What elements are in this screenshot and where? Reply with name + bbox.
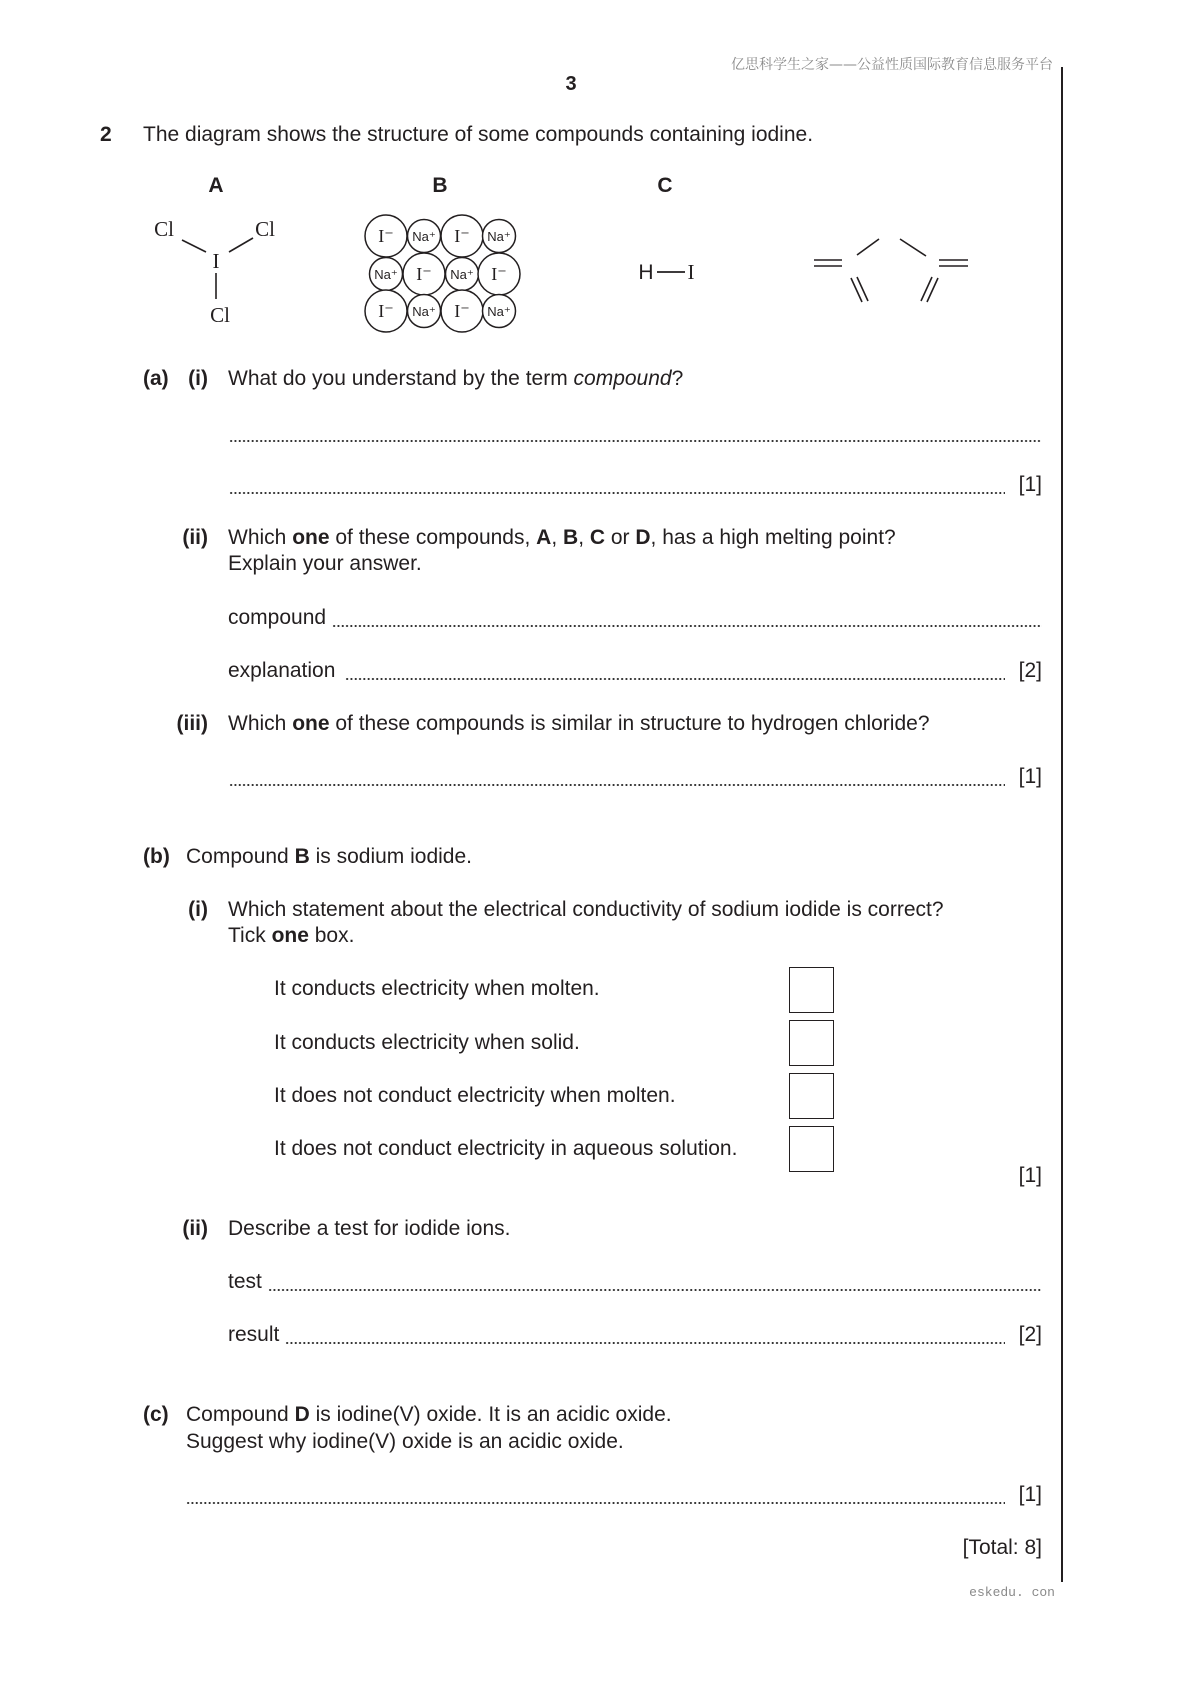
compound-c-diagram [630, 255, 705, 290]
double-bond-lower-left-a [851, 278, 862, 302]
dotted-answer-line[interactable] [186, 1482, 1005, 1508]
part-c-label: (c) [143, 1403, 169, 1426]
mark-allocation: [2] [1018, 659, 1042, 682]
dotted-answer-line[interactable] [229, 472, 1005, 498]
ion-label: I⁻ [416, 264, 432, 284]
option-statement: It conducts electricity when solid. [274, 1031, 580, 1054]
prompt-text: , has a high melting point? [650, 526, 896, 549]
answer-line-result[interactable] [228, 1322, 1042, 1348]
dotted-answer-line[interactable] [229, 764, 1005, 790]
part-a-ii-prompt-line2: Explain your answer. [228, 552, 422, 575]
prompt-text: What do you understand by the term [228, 367, 574, 390]
answer-line-test[interactable] [228, 1269, 1042, 1295]
bond-diagonal-right [900, 239, 926, 256]
ion-label: I⁻ [378, 226, 394, 246]
iodide-ion [365, 290, 407, 332]
question-stem: The diagram shows the structure of some compounds containing iodine. [143, 123, 814, 146]
compound-letter-b: B [563, 526, 579, 549]
prompt-text: Tick [228, 924, 272, 947]
prompt-emphasis: one [292, 526, 330, 549]
header-watermark: 亿思科学生之家——公益性质国际教育信息服务平台 [731, 57, 1053, 73]
answer-field-label: test [228, 1270, 262, 1293]
option-statement: It conducts electricity when molten. [274, 977, 600, 1000]
prompt-emphasis: one [292, 712, 330, 735]
page-number: 3 [565, 73, 577, 95]
compound-b-lattice [360, 210, 530, 340]
prompt-text: box. [308, 924, 355, 947]
mark-allocation: [2] [1018, 1323, 1042, 1346]
dotted-answer-line[interactable] [332, 605, 1042, 631]
compound-d-diagram [805, 230, 980, 310]
ion-label: Na⁺ [487, 304, 511, 319]
compound-letter-d: D [635, 526, 651, 549]
answer-line-explanation[interactable] [228, 658, 1042, 684]
part-b-i-label: (i) [188, 898, 208, 921]
iodide-ion [441, 290, 483, 332]
part-b-ii-prompt: Describe a test for iodide ions. [228, 1217, 511, 1240]
part-a-i-label: (i) [188, 367, 208, 390]
sodium-ion [408, 295, 441, 328]
ion-label: I⁻ [378, 301, 394, 321]
option-statement: It does not conduct electricity when molten. [274, 1084, 676, 1107]
question-total: [Total: 8] [962, 1536, 1042, 1559]
mark-allocation: [1] [1018, 473, 1042, 496]
prompt-text: Compound [186, 1403, 295, 1426]
ion-label: I⁻ [454, 226, 470, 246]
tick-box-option-2[interactable] [789, 1020, 834, 1066]
prompt-text: is iodine(V) oxide. It is an acidic oxide. [309, 1403, 672, 1426]
part-a-iii-prompt [228, 711, 930, 737]
part-b-intro [186, 844, 472, 870]
prompt-term: compound [573, 367, 672, 390]
diagram-label-c: C [657, 174, 673, 197]
part-b-label: (b) [143, 845, 170, 868]
compound-letter-a: A [536, 526, 552, 549]
prompt-text: or [605, 526, 636, 549]
ion-label: Na⁺ [450, 267, 474, 282]
bond-diagonal-left [857, 239, 879, 255]
prompt-text: Compound [186, 845, 295, 868]
tick-box-option-4[interactable] [789, 1126, 834, 1172]
bond-left [182, 240, 206, 252]
diagram-label-a: A [208, 174, 224, 197]
part-c-prompt-line2: Suggest why iodine(V) oxide is an acidic oxide. [186, 1430, 624, 1453]
part-a-i-prompt [228, 366, 683, 392]
diagram-label-b: B [432, 174, 448, 197]
dotted-answer-line[interactable] [229, 420, 1042, 446]
answer-field-label: result [228, 1323, 280, 1346]
answer-line-c[interactable] [186, 1482, 1042, 1508]
prompt-emphasis: one [271, 924, 309, 947]
answer-line-a-i-2[interactable] [229, 472, 1042, 498]
answer-line-a-i-1[interactable] [229, 420, 1042, 446]
prompt-text: of these compounds is similar in structure to hydrogen chloride? [329, 712, 930, 735]
hydrogen-atom: H [638, 261, 654, 284]
compound-letter-b: B [294, 845, 310, 868]
ion-label: I⁻ [454, 301, 470, 321]
compound-a-diagram [140, 205, 290, 335]
prompt-text: of these compounds, [329, 526, 537, 549]
prompt-text: Which [228, 526, 293, 549]
ion-label: I⁻ [491, 264, 507, 284]
ion-label: Na⁺ [412, 229, 436, 244]
chlorine-atom-left: Cl [154, 217, 174, 241]
bond-right [229, 238, 253, 252]
sodium-ion [370, 258, 403, 291]
ion-label: Na⁺ [412, 304, 436, 319]
part-a-label: (a) [143, 367, 169, 390]
chlorine-atom-right: Cl [255, 217, 275, 241]
prompt-text: is sodium iodide. [309, 845, 472, 868]
tick-box-option-1[interactable] [789, 967, 834, 1013]
prompt-text: , [578, 526, 590, 549]
iodine-atom-center: I [212, 249, 220, 273]
question-number: 2 [100, 123, 112, 146]
sodium-ion [483, 295, 516, 328]
compound-letter-d: D [294, 1403, 310, 1426]
chlorine-atom-bottom: Cl [210, 303, 230, 327]
double-bond-lower-right-a [921, 277, 932, 301]
iodide-ion [478, 253, 520, 295]
ion-label: Na⁺ [487, 229, 511, 244]
prompt-text: , [551, 526, 564, 549]
answer-line-a-iii[interactable] [229, 764, 1042, 790]
mark-allocation: [1] [1018, 765, 1042, 788]
answer-field-label: compound [228, 606, 327, 629]
sodium-ion [483, 220, 516, 253]
sodium-ion [446, 258, 479, 291]
part-b-i-instruction [228, 923, 354, 949]
double-bond-lower-right-b [927, 278, 938, 302]
part-b-ii-label: (ii) [182, 1217, 208, 1240]
answer-line-compound[interactable] [228, 605, 1042, 631]
dotted-answer-line[interactable] [268, 1269, 1042, 1295]
answer-field-label: explanation [228, 659, 336, 682]
footer-watermark: eskedu. con [969, 1585, 1055, 1600]
part-a-ii-prompt [228, 525, 896, 551]
iodide-ion [441, 215, 483, 257]
sodium-ion [408, 220, 441, 253]
part-a-iii-label: (iii) [176, 712, 208, 735]
part-c-prompt [186, 1402, 672, 1428]
dotted-answer-line[interactable] [345, 658, 1004, 684]
prompt-text: Which [228, 712, 293, 735]
option-statement: It does not conduct electricity in aqueous solution. [274, 1137, 738, 1160]
ion-label: Na⁺ [374, 267, 398, 282]
iodide-ion [403, 253, 445, 295]
page-margin-rule [1061, 67, 1063, 1582]
iodine-atom: I [687, 260, 695, 284]
double-bond-lower-left-b [857, 277, 868, 301]
prompt-text: ? [671, 367, 684, 390]
mark-allocation: [1] [1018, 1483, 1042, 1506]
part-a-ii-label: (ii) [182, 526, 208, 549]
compound-letter-c: C [589, 526, 606, 549]
tick-box-option-3[interactable] [789, 1073, 834, 1119]
part-b-i-prompt: Which statement about the electrical conductivity of sodium iodide is correct? [228, 898, 944, 921]
iodide-ion [365, 215, 407, 257]
mark-allocation: [1] [1018, 1164, 1042, 1187]
dotted-answer-line[interactable] [285, 1322, 1004, 1348]
